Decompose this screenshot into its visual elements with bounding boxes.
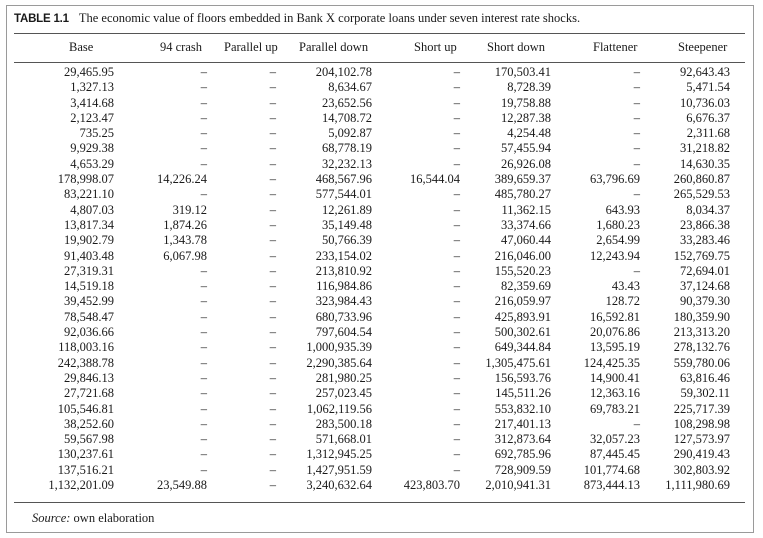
- column-parallel-up: [240, 65, 276, 493]
- source-note: [32, 511, 154, 526]
- header-short-up: Short up: [414, 40, 457, 54]
- column-base: [30, 65, 114, 493]
- table-cell: –: [200, 370, 207, 385]
- table-cell: –: [269, 248, 276, 263]
- table-cell: 152,769.75: [673, 248, 730, 263]
- table-cell: –: [200, 416, 207, 431]
- table-cell: 14,708.72: [322, 110, 372, 125]
- table-cell: –: [200, 65, 207, 79]
- table-cell: 47,060.44: [501, 233, 551, 248]
- table-cell: –: [269, 279, 276, 294]
- table-cell: 14,900.41: [590, 370, 640, 385]
- table-cell: 9,929.38: [70, 141, 114, 156]
- table-cell: 178,998.07: [57, 172, 114, 187]
- table-cell: 33,374.66: [501, 217, 551, 232]
- header-parallel-up: Parallel up: [224, 40, 278, 54]
- table-cell: –: [633, 80, 640, 95]
- table-cell: –: [200, 95, 207, 110]
- table-cell: 78,548.47: [64, 309, 114, 324]
- table-cell: 57,455.94: [501, 141, 551, 156]
- table-cell: –: [200, 279, 207, 294]
- table-cell: –: [453, 294, 460, 309]
- table-cell: 118,003.16: [58, 340, 114, 355]
- table-cell: –: [269, 156, 276, 171]
- table-cell: –: [453, 279, 460, 294]
- table-cell: –: [269, 325, 276, 340]
- table-cell: 145,511.26: [495, 386, 551, 401]
- source-label: Source:: [32, 511, 71, 525]
- table-cell: 16,592.81: [590, 309, 640, 324]
- table-cell: 91,403.48: [64, 248, 114, 263]
- table-cell: –: [200, 462, 207, 477]
- table-cell: –: [269, 217, 276, 232]
- table-cell: 2,654.99: [596, 233, 640, 248]
- header-rule: [14, 62, 745, 63]
- table-cell: –: [633, 126, 640, 141]
- header-base: Base: [69, 40, 94, 54]
- table-cell: 8,634.67: [328, 80, 372, 95]
- table-cell: 92,036.66: [64, 325, 114, 340]
- table-cell: 680,733.96: [315, 309, 372, 324]
- table-cell: –: [269, 401, 276, 416]
- table-cell: –: [453, 370, 460, 385]
- table-cell: 468,567.96: [315, 172, 372, 187]
- table-cell: 43.43: [611, 279, 640, 294]
- table-cell: –: [453, 401, 460, 416]
- table-cell: 10,736.03: [680, 95, 730, 110]
- table-cell: –: [200, 309, 207, 324]
- table-cell: 559,780.06: [673, 355, 730, 370]
- table-cell: 257,023.45: [315, 386, 372, 401]
- table-cell: 281,980.25: [315, 370, 372, 385]
- table-cell: 425,893.91: [494, 309, 551, 324]
- table-cell: –: [453, 263, 460, 278]
- table-cell: –: [453, 80, 460, 95]
- top-rule: [14, 33, 745, 34]
- table-cell: 213,810.92: [315, 263, 372, 278]
- column-flattener: [565, 65, 640, 493]
- table-cell: 108,298.98: [673, 416, 730, 431]
- table-cell: 2,010,941.31: [485, 478, 551, 493]
- table-cell: –: [269, 110, 276, 125]
- table-cell: –: [453, 156, 460, 171]
- table-cell: 735.25: [79, 126, 114, 141]
- table-cell: –: [269, 95, 276, 110]
- table-cell: 797,604.54: [315, 325, 372, 340]
- table-cell: 242,388.78: [57, 355, 114, 370]
- table-cell: 204,102.78: [315, 65, 372, 79]
- table-cell: –: [269, 65, 276, 79]
- table-cell: 69,783.21: [590, 401, 640, 416]
- table-cell: 137,516.21: [57, 462, 114, 477]
- table-cell: 128.72: [605, 294, 640, 309]
- table-cell: –: [269, 172, 276, 187]
- table-cell: 290,419.43: [673, 447, 730, 462]
- table-cell: 87,445.45: [590, 447, 640, 462]
- table-cell: –: [453, 447, 460, 462]
- table-cell: –: [453, 126, 460, 141]
- table-cell: –: [453, 416, 460, 431]
- table-cell: 1,000,935.39: [306, 340, 372, 355]
- table-cell: 59,302.11: [680, 386, 730, 401]
- table-cell: 3,414.68: [70, 95, 114, 110]
- table-cell: 68,778.19: [322, 141, 372, 156]
- table-cell: 27,319.31: [64, 263, 114, 278]
- column-short-down: [465, 65, 551, 493]
- table-cell: –: [200, 432, 207, 447]
- table-cell: 3,240,632.64: [306, 478, 372, 493]
- table-cell: 11,362.15: [501, 202, 551, 217]
- table-cell: –: [453, 110, 460, 125]
- header-short-down: Short down: [487, 40, 545, 54]
- table-cell: –: [200, 340, 207, 355]
- table-cell: 83,221.10: [64, 187, 114, 202]
- table-cell: 265,529.53: [673, 187, 730, 202]
- table-cell: 577,544.01: [315, 187, 372, 202]
- table-cell: –: [453, 325, 460, 340]
- table-cell: 19,902.79: [64, 233, 114, 248]
- table-cell: 29,846.13: [64, 370, 114, 385]
- column-94-crash: [130, 65, 207, 493]
- table-cell: 26,926.08: [501, 156, 551, 171]
- table-cell: 260,860.87: [673, 172, 730, 187]
- table-cell: 728,909.59: [494, 462, 551, 477]
- table-cell: –: [453, 355, 460, 370]
- table-cell: 4,653.29: [70, 156, 114, 171]
- table-cell: 278,132.76: [673, 340, 730, 355]
- table-cell: –: [200, 294, 207, 309]
- table-cell: 1,343.78: [163, 233, 207, 248]
- table-frame: [6, 5, 754, 533]
- table-cell: –: [269, 416, 276, 431]
- table-cell: –: [633, 156, 640, 171]
- table-cell: –: [633, 65, 640, 79]
- table-cell: 649,344.84: [494, 340, 551, 355]
- table-cell: 23,652.56: [322, 95, 372, 110]
- table-cell: –: [269, 202, 276, 217]
- table-cell: 12,261.89: [322, 202, 372, 217]
- table-cell: –: [633, 141, 640, 156]
- table-cell: –: [200, 187, 207, 202]
- table-cell: –: [269, 447, 276, 462]
- table-cell: –: [453, 187, 460, 202]
- table-caption: [14, 11, 580, 26]
- table-cell: –: [200, 386, 207, 401]
- table-cell: –: [453, 141, 460, 156]
- table-cell: 155,520.23: [494, 263, 551, 278]
- table-cell: 32,232.13: [322, 156, 372, 171]
- table-cell: 27,721.68: [64, 386, 114, 401]
- table-cell: 1,312,945.25: [306, 447, 372, 462]
- table-cell: 116,984.86: [316, 279, 372, 294]
- table-cell: –: [269, 432, 276, 447]
- table-cell: 124,425.35: [583, 355, 640, 370]
- table-cell: –: [453, 65, 460, 79]
- column-parallel-down: [280, 65, 372, 493]
- table-cell: 180,359.90: [673, 309, 730, 324]
- table-cell: 5,092.87: [328, 126, 372, 141]
- table-cell: 170,503.41: [494, 65, 551, 79]
- table-cell: 50,766.39: [322, 233, 372, 248]
- table-cell: 12,243.94: [590, 248, 640, 263]
- column-steepener: [650, 65, 730, 493]
- table-cell: 1,132,201.09: [48, 478, 114, 493]
- table-cell: 2,123.47: [70, 110, 114, 125]
- table-cell: 59,567.98: [64, 432, 114, 447]
- table-cell: 14,226.24: [157, 172, 207, 187]
- table-cell: –: [453, 233, 460, 248]
- table-cell: 31,218.82: [680, 141, 730, 156]
- table-cell: 1,680.23: [596, 217, 640, 232]
- table-cell: –: [269, 370, 276, 385]
- table-cell: –: [269, 462, 276, 477]
- table-cell: –: [453, 95, 460, 110]
- table-cell: 105,546.81: [57, 401, 114, 416]
- table-cell: 4,254.48: [507, 126, 551, 141]
- table-cell: 33,283.46: [680, 233, 730, 248]
- table-cell: 130,237.61: [57, 447, 114, 462]
- table-cell: 12,287.38: [501, 110, 551, 125]
- table-cell: 23,549.88: [157, 478, 207, 493]
- table-cell: –: [200, 126, 207, 141]
- table-cell: –: [269, 355, 276, 370]
- table-cell: 5,471.54: [686, 80, 730, 95]
- table-cell: –: [269, 386, 276, 401]
- table-cell: 423,803.70: [403, 478, 460, 493]
- table-cell: –: [453, 217, 460, 232]
- table-cell: –: [269, 80, 276, 95]
- table-cell: 1,874.26: [163, 217, 207, 232]
- table-cell: 35,149.48: [322, 217, 372, 232]
- table-cell: 63,796.69: [590, 172, 640, 187]
- table-cell: –: [200, 325, 207, 340]
- table-cell: 14,519.18: [64, 279, 114, 294]
- table-cell: 20,076.86: [590, 325, 640, 340]
- table-cell: 38,252.60: [64, 416, 114, 431]
- table-cell: –: [453, 340, 460, 355]
- table-cell: 4,807.03: [70, 202, 114, 217]
- table-cell: 1,305,475.61: [485, 355, 551, 370]
- table-cell: –: [633, 110, 640, 125]
- table-cell: 1,427,951.59: [306, 462, 372, 477]
- table-cell: 2,290,385.64: [306, 355, 372, 370]
- table-cell: 101,774.68: [583, 462, 640, 477]
- header-flattener: Flattener: [593, 40, 638, 54]
- table-cell: 873,444.13: [583, 478, 640, 493]
- table-cell: 643.93: [605, 202, 640, 217]
- source-text: own elaboration: [73, 511, 155, 525]
- table-cell: –: [200, 401, 207, 416]
- table-cell: –: [200, 110, 207, 125]
- table-cell: 8,728.39: [507, 80, 551, 95]
- table-cell: 23,866.38: [680, 217, 730, 232]
- table-cell: 2,311.68: [686, 126, 730, 141]
- table-cell: 216,046.00: [494, 248, 551, 263]
- table-cell: 217,401.13: [494, 416, 551, 431]
- table-cell: 90,379.30: [680, 294, 730, 309]
- table-cell: –: [453, 202, 460, 217]
- table-cell: 13,595.19: [590, 340, 640, 355]
- table-cell: –: [269, 309, 276, 324]
- table-cell: 225,717.39: [673, 401, 730, 416]
- table-cell: 571,668.01: [315, 432, 372, 447]
- table-cell: –: [200, 156, 207, 171]
- table-cell: 312,873.64: [494, 432, 551, 447]
- table-cell: 1,327.13: [70, 80, 114, 95]
- table-cell: 13,817.34: [64, 217, 114, 232]
- table-cell: –: [269, 233, 276, 248]
- table-title: The economic value of floors embedded in Bank X corporate loans under seven interest rate shocks.: [78, 11, 581, 25]
- table-cell: 29,465.95: [64, 65, 114, 79]
- table-cell: 319.12: [172, 202, 207, 217]
- table-cell: –: [453, 432, 460, 447]
- table-cell: –: [269, 478, 276, 493]
- table-cell: –: [200, 447, 207, 462]
- column-short-up: [390, 65, 460, 493]
- table-cell: 82,359.69: [501, 279, 551, 294]
- table-cell: –: [200, 141, 207, 156]
- table-cell: 283,500.18: [315, 416, 372, 431]
- table-cell: 19,758.88: [501, 95, 551, 110]
- table-cell: 6,067.98: [163, 248, 207, 263]
- header-parallel-down: Parallel down: [299, 40, 369, 54]
- table-cell: 14,630.35: [680, 156, 730, 171]
- table-cell: 302,803.92: [673, 462, 730, 477]
- table-cell: –: [633, 263, 640, 278]
- header-steepener: Steepener: [678, 40, 728, 54]
- table-cell: 16,544.04: [410, 172, 460, 187]
- table-label: TABLE 1.1: [14, 13, 69, 25]
- table-cell: –: [200, 355, 207, 370]
- table-cell: 389,659.37: [494, 172, 551, 187]
- table-cell: –: [453, 462, 460, 477]
- header-94-crash: 94 crash: [160, 40, 202, 54]
- table-cell: –: [200, 80, 207, 95]
- table-cell: 6,676.37: [686, 110, 730, 125]
- table-cell: –: [269, 340, 276, 355]
- table-cell: 553,832.10: [494, 401, 551, 416]
- table-cell: 156,593.76: [494, 370, 551, 385]
- table-cell: 485,780.27: [494, 187, 551, 202]
- table-cell: –: [269, 187, 276, 202]
- table-cell: 213,313.20: [673, 325, 730, 340]
- table-cell: –: [269, 263, 276, 278]
- table-cell: –: [633, 95, 640, 110]
- table-cell: –: [453, 248, 460, 263]
- table-cell: 12,363.16: [590, 386, 640, 401]
- table-cell: 1,062,119.56: [306, 401, 372, 416]
- table-cell: –: [200, 263, 207, 278]
- table-cell: 8,034.37: [686, 202, 730, 217]
- table-cell: –: [269, 294, 276, 309]
- table-cell: 692,785.96: [494, 447, 551, 462]
- table-cell: 63,816.46: [680, 370, 730, 385]
- table-cell: –: [453, 386, 460, 401]
- table-cell: 216,059.97: [494, 294, 551, 309]
- bottom-rule: [14, 502, 745, 503]
- table-cell: 500,302.61: [494, 325, 551, 340]
- table-cell: –: [453, 309, 460, 324]
- table-cell: 323,984.43: [315, 294, 372, 309]
- table-cell: 1,111,980.69: [665, 478, 730, 493]
- table-cell: 127,573.97: [673, 432, 730, 447]
- table-cell: 92,643.43: [680, 65, 730, 79]
- table-cell: –: [633, 187, 640, 202]
- table-cell: –: [269, 126, 276, 141]
- table-cell: 32,057.23: [590, 432, 640, 447]
- table-cell: 72,694.01: [680, 263, 730, 278]
- table-cell: 233,154.02: [315, 248, 372, 263]
- table-cell: –: [269, 141, 276, 156]
- table-cell: –: [633, 416, 640, 431]
- table-cell: 39,452.99: [64, 294, 114, 309]
- table-cell: 37,124.68: [680, 279, 730, 294]
